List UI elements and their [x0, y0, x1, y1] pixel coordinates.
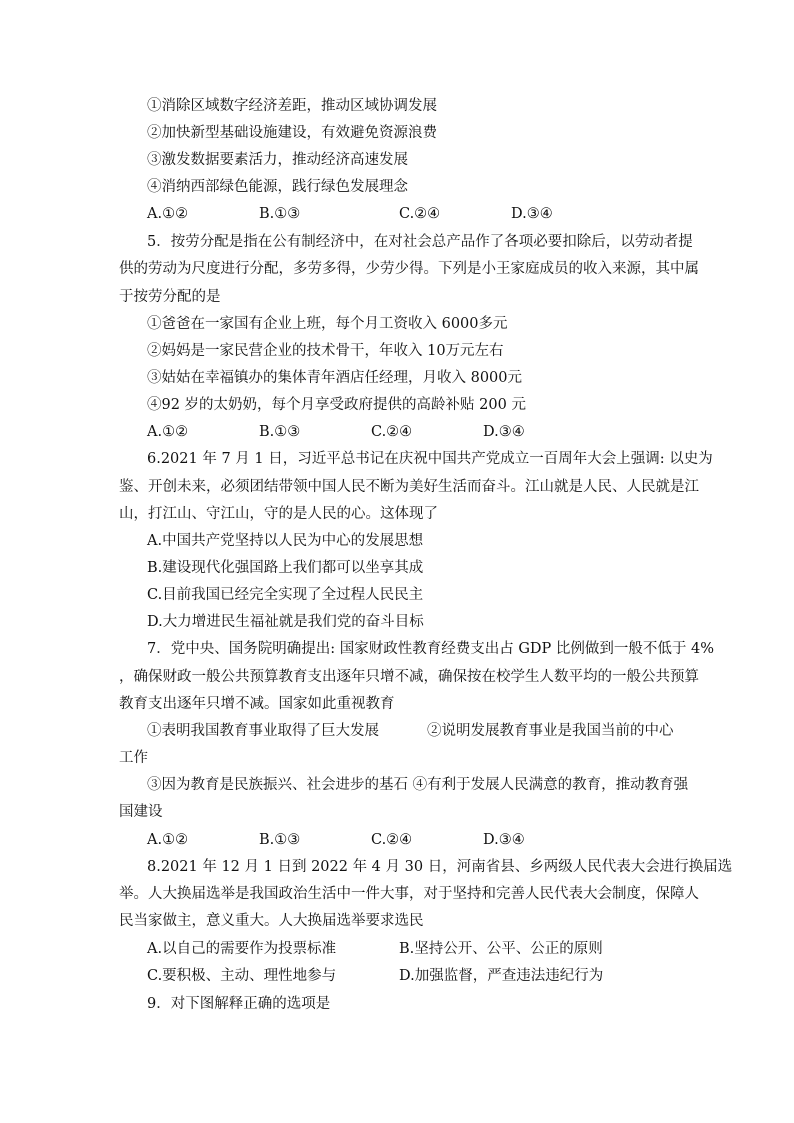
- q5-item-4: ④92 岁的太奶奶，每个月享受政府提供的高龄补贴 200 元: [147, 397, 526, 413]
- q4-option-b: B.①③: [259, 206, 301, 222]
- q4-item-1: ①消除区域数字经济差距，推动区域协调发展: [147, 98, 437, 114]
- q5-option-b: B.①③: [259, 424, 301, 440]
- q5-stem-line-1: 5．按劳分配是指在公有制经济中，在对社会总产品作了各项必要扣除后，以劳动者提: [147, 234, 693, 250]
- q4-item-3: ③激发数据要素活力，推动经济高速发展: [147, 152, 408, 168]
- q5-stem-line-3: 于按劳分配的是: [119, 289, 221, 305]
- q5-option-d: D.③④: [483, 424, 525, 440]
- q8-option-a: A.以自己的需要作为投票标准: [147, 941, 337, 957]
- q5-option-a: A.①②: [147, 424, 189, 440]
- q4-item-4: ④消纳西部绿色能源，践行绿色发展理念: [147, 179, 408, 195]
- q8-stem-line-3: 民当家做主，意义重大。人大换届选举要求选民: [119, 913, 424, 929]
- q5-stem-line-2: 供的劳动为尺度进行分配，多劳多得，少劳少得。下列是小王家庭成员的收入来源，其中属: [119, 261, 699, 277]
- q4-option-d: D.③④: [511, 206, 553, 222]
- q7-stem-line-2: ，确保财政一般公共预算教育支出逐年只增不减，确保按在校学生人数平均的一般公共预算: [119, 669, 699, 685]
- q4-option-c: C.②④: [399, 206, 441, 222]
- q8-option-c: C.要积极、主动、理性地参与: [147, 968, 337, 984]
- q7-option-c: C.②④: [371, 832, 413, 848]
- q7-option-b: B.①③: [259, 832, 301, 848]
- q6-option-b: B.建设现代化强国路上我们都可以坐享其成: [147, 560, 424, 576]
- q6-stem-line-3: 山，打江山、守江山，守的是人民的心。这体现了: [119, 506, 438, 522]
- q7-item-4-cont: 国建设: [119, 804, 163, 820]
- q7-stem-line-1: 7．党中央、国务院明确提出: 国家财政性教育经费支出占 GDP 比例做到一般不低于 4%: [147, 641, 715, 657]
- q7-option-a: A.①②: [147, 832, 189, 848]
- q8-stem-line-2: 举。人大换届选举是我国政治生活中一件大事，对于坚持和完善人民代表大会制度，保障人: [119, 886, 699, 902]
- q7-item-3-4: ③因为教育是民族振兴、社会进步的基石 ④有利于发展人民满意的教育，推动教育强: [147, 777, 689, 793]
- q5-item-1: ①爸爸在一家国有企业上班，每个月工资收入 6000多元: [147, 316, 508, 332]
- q6-option-a: A.中国共产党坚持以人民为中心的发展思想: [147, 533, 424, 549]
- q5-option-c: C.②④: [371, 424, 413, 440]
- q8-option-d: D.加强监督，严查违法违纪行为: [399, 968, 604, 984]
- q6-option-c: C.目前我国已经完全实现了全过程人民民主: [147, 587, 424, 603]
- q4-item-2: ②加快新型基础设施建设，有效避免资源浪费: [147, 125, 437, 141]
- q9-stem: 9．对下图解释正确的选项是: [147, 996, 331, 1012]
- q7-item-2-cont: 工作: [119, 750, 148, 766]
- q7-item-2: ②说明发展教育事业是我国当前的中心: [427, 723, 674, 739]
- q4-option-a: A.①②: [147, 206, 189, 222]
- q6-option-d: D.大力增进民生福祉就是我们党的奋斗目标: [147, 614, 424, 630]
- q6-stem-line-2: 鉴、开创未来，必须团结带领中国人民不断为美好生活而奋斗。江山就是人民、人民就是江: [119, 479, 699, 495]
- q8-stem-line-1: 8.2021 年 12 月 1 日到 2022 年 4 月 30 日，河南省县、乡两级人民代表大会进行换届选: [147, 859, 733, 875]
- q6-stem-line-1: 6.2021 年 7 月 1 日，习近平总书记在庆祝中国共产党成立一百周年大会上强调: 以史为: [147, 451, 713, 467]
- q7-stem-line-3: 教育支出逐年只增不减。国家如此重视教育: [119, 696, 395, 712]
- q8-option-b: B.坚持公开、公平、公正的原则: [399, 941, 603, 957]
- q7-item-1: ①表明我国教育事业取得了巨大发展: [147, 723, 379, 739]
- q5-item-2: ②妈妈是一家民营企业的技术骨干，年收入 10万元左右: [147, 343, 504, 359]
- q5-item-3: ③姑姑在幸福镇办的集体青年酒店任经理，月收入 8000元: [147, 370, 523, 386]
- q7-option-d: D.③④: [483, 832, 525, 848]
